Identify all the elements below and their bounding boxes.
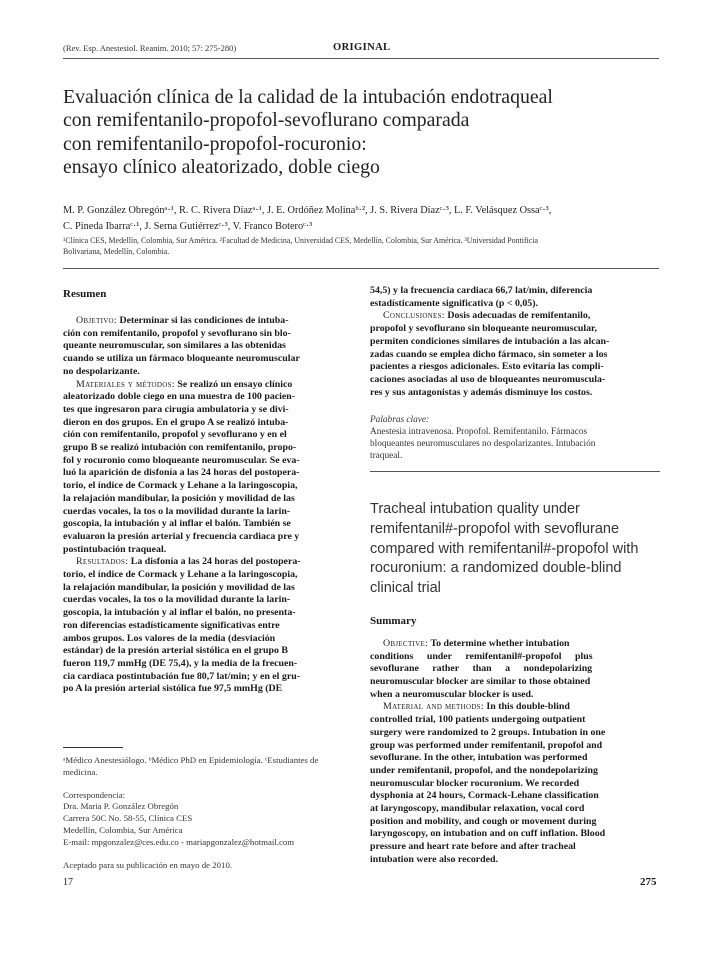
left-column xyxy=(63,288,355,696)
page-number-left: 17 xyxy=(63,877,73,888)
correspondence-name: Dra. Maria P. González Obregón xyxy=(63,801,179,812)
page-number-right: 275 xyxy=(640,876,657,888)
objetivo-label: Objetivo: xyxy=(76,315,117,326)
header-rule xyxy=(63,58,659,59)
section-label: ORIGINAL xyxy=(333,42,391,53)
keywords-line: traqueal. xyxy=(370,451,403,462)
footnotes xyxy=(63,755,355,871)
conclusiones-label: Conclusiones: xyxy=(383,310,445,322)
title-line: con remifentanilo-propofol-sevoflurano comparada xyxy=(63,109,470,132)
resumen-materiales: Materiales y métodos: Se realizó un ensayo clínico aleatorizado doble ciego en una muestra de 100 pacien- tes que ingresaron para cirugía ambulatoria y se divi- dieron en dos grupos. En el grupo A se realizó intuba- ción con remifentanilo, propofol y sevoflurano y en el grupo B se realizó intubación con remifentanilo, propo- fol y rocuronio como bloqueante neuromuscular. Se eva- luó la aparición de disfonía a las 24 horas del postopera- torio, el índice de Cormack y Lehane a la laringoscopia, la relajación mandibular, la posición y movilidad de las cuerdas vocales, la tos o la movilidad durante la larin- goscopia, la intubación y al inflar el balón. También se evaluaron la presión arterial y frecuencia cardiaca pre y postintubación traqueal. xyxy=(63,378,300,555)
title-line: con remifentanilo-propofol-rocuronio: xyxy=(63,132,367,155)
keywords-line: Anestesia intravenosa. Propofol. Remifentanilo. Fármacos xyxy=(370,427,588,438)
author-line: C. Pineda Ibarraᶜ·¹, J. Serna Gutiérrezᶜ·³, V. Franco Boteroᶜ·³ xyxy=(63,220,313,232)
correspondence-address: Carrera 50C No. 58-55, Clínica CES xyxy=(63,813,193,824)
keywords-label: Palabras clave: xyxy=(370,415,430,426)
resultados-label: Resultados: xyxy=(76,556,129,568)
resultados-continuation: 54,5) y la frecuencia cardiaca 66,7 lat/min, diferencia estadísticamente significativa (p < 0,05). xyxy=(370,285,593,309)
affiliation-line: Bolivariana, Medellín, Colombia. xyxy=(63,247,170,256)
article-title xyxy=(63,86,663,180)
resumen-heading: Resumen xyxy=(63,288,107,300)
english-title: Tracheal intubation quality under remifentanil#-propofol with sevoflurane compared with remifentanil#-propofol with rocuronium: a randomized double-blind clinical trial xyxy=(370,500,639,597)
resumen-objetivo: Objetivo: Determinar si las condiciones de intuba- ción con remifentanilo, propofol y sevoflurano sin blo- queante neuromuscular, son similares a las obtenidas cuando se utiliza un fármaco bloqueante neuromuscular no despolarizante. xyxy=(63,315,300,377)
correspondence-label: Correspondencia: xyxy=(63,789,126,800)
summary-heading: Summary xyxy=(370,614,417,627)
correspondence-city: Medellín, Colombia, Sur América xyxy=(63,824,183,835)
correspondence-email: E-mail: mpgonzalez@ces.edu.co - mariapgonzalez@hotmail.com xyxy=(63,836,295,847)
affiliations xyxy=(63,235,663,257)
journal-citation: (Rev. Esp. Anestesiol. Reanim. 2010; 57: 275-280) xyxy=(63,43,237,53)
keywords-line: bloqueantes neuromusculares no despolarizantes. Intubación xyxy=(370,439,596,450)
title-line: Evaluación clínica de la calidad de la intubación endotraqueal xyxy=(63,86,553,108)
summary-methods: Material and methods: In this double-blind controlled trial, 100 patients undergoing outpatient surgery were randomized to 2 groups. Intubation in one group was performed under remifentanil, propofol and sevoflurane. In the other, intubation was performed under remifentanil, propofol, and the nondepolarizing neuromuscular blocker rocuronium. We recorded dysphonia at 24 hours, Cormack-Lehane classification at laryngoscopy, mandibular relaxation, vocal cord position and mobility, and cough or movement during laryngoscopy, on intubation and on cuff inflation. Blood pressure and heart rate before and after tracheal intubation were also recorded. xyxy=(370,701,606,865)
running-header xyxy=(63,42,659,56)
materiales-label: Materiales y métodos: xyxy=(76,378,175,390)
title-line: ensayo clínico aleatorizado, doble ciego xyxy=(63,156,380,179)
title-block-rule xyxy=(63,268,659,269)
resumen-resultados: Resultados: La disfonía a las 24 horas del postopera- torio, el índice de Cormack y Lehane a la laringoscopia, la relajación mandibular, la posición y movilidad de las cuerdas vocales, la tos o la movilidad durante la larin- goscopia, la intubación y al inflar el balón, no presenta- ron diferencias estadísticamente significativas entre ambos grupos. Los valores de la media (desviación estándar) de la presión arterial sistólica en el grupo B fueron 119,7 mmHg (DE 75,4), y la media de la frecuen- cia cardiaca postintubación fue 80,7 lat/min; y en el gru- po A la presión arterial sistólica fue 97,5 mmHg (DE xyxy=(63,556,301,695)
keywords xyxy=(370,415,660,463)
footnote-degrees: medicina. xyxy=(63,766,98,777)
author-list xyxy=(63,203,663,234)
author-line: M. P. González Obregónᵃ·¹, R. C. Rivera Díazᵃ·¹, J. E. Ordóñez Molinaᵇ·², J. S. Rivera Díazᶜ·³, L. F. Velásquez Ossaᶜ·³, xyxy=(63,205,552,216)
resumen-conclusiones: Conclusiones: Dosis adecuadas de remifentanilo, propofol y sevoflurano sin bloqueante neuromuscular, permiten condiciones similares de intubación a las alcan- zadas cuando se emplea dicho fármaco, sin someter a los pacientes a riesgos adicionales. Esto evitaría las compli- caciones asociadas al uso de bloqueantes neuromuscula- res y sus antagonistas y además disminuye los costos. xyxy=(370,310,610,398)
affiliation-line: ¹Clínica CES, Medellín, Colombia, Sur América. ²Facultad de Medicina, Universidad CES, Medellín, Colombia, Sur América. ³Universidad Pontificia xyxy=(63,236,538,245)
footnote-rule xyxy=(63,747,123,748)
methods-label: Material and methods: xyxy=(383,701,484,713)
footnote-degrees: ᵃMédico Anestesiólogo. ᵇMédico PhD en Epidemiología. ᶜEstudiantes de xyxy=(63,755,319,765)
objective-label: Objective: xyxy=(383,637,429,649)
summary-objective: Objective: To determine whether intubation conditions under remifentanil#-propofol plus sevoflurane rather than a nondepolarizing neuromuscular blocker are similar to those obtained when a neuromuscular blocker is used. xyxy=(370,637,593,700)
accepted-date: Aceptado para su publicación en mayo de 2010. xyxy=(63,859,233,870)
right-column xyxy=(370,285,660,867)
